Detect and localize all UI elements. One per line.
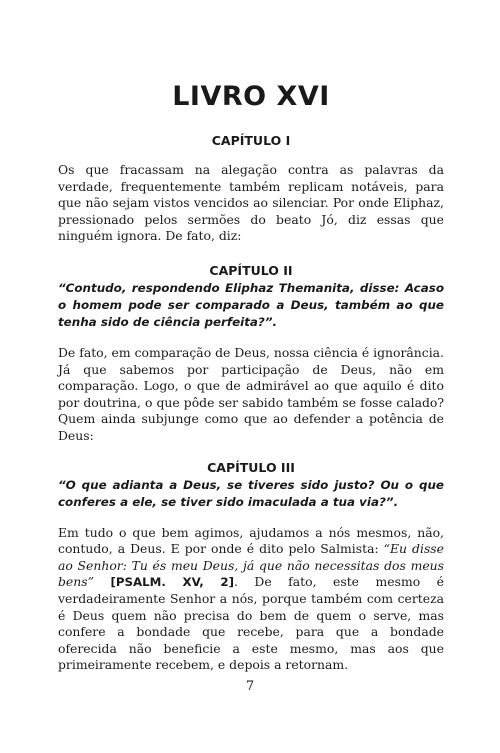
page-number: 7 [245, 679, 255, 694]
chapter-2-paragraph: De fato, em comparação de Deus, nossa ciência é ignorância. Já que sabemos por participação de Deus, não em comparação. Logo, o que de admirável ao que aquilo é dito por doutrina, o que pôde ser sabido também se fosse calado? Quem ainda subjunge como que ao defender a potência de Deus: [58, 344, 444, 443]
book-title: LIVRO XVI [172, 81, 330, 112]
chapter-3-paragraph-end: . De fato, este mesmo é verdadeiramente Senhor a nós, porque também com certeza é Deus quem não precisa do bem de quem o serve, mas confere a bondade que recebe, para que a bondade oferecida não beneficie a este mesmo, mas aos que primeiramente recebem, e depois a retornam. [58, 574, 444, 673]
chapter-2-heading: CAPÍTULO II [209, 262, 293, 278]
chapter-2-quote: “Contudo, respondendo Eliphaz Themanita, disse: Acaso o homem pode ser comparado a Deus, também ao que tenha sido de ciência perfeita?”. [58, 280, 444, 329]
chapter-3-heading: CAPÍTULO III [207, 459, 295, 475]
psalm-reference: [PSALM. XV, 2] [110, 575, 234, 590]
chapter-3-paragraph-start: Em tudo o que bem agimos, ajudamos a nós mesmos, não, contudo, a Deus. E por onde é dito pelo Salmista: [58, 524, 444, 557]
chapter-3-quote: “O que adianta a Deus, se tiveres sido justo? Ou o que conferes a ele, se tiver sido imaculada a tua via?”. [58, 477, 444, 509]
page-body [58, 80, 444, 674]
chapter-1-paragraph: Os que fracassam na alegação contra as palavras da verdade, frequentemente também replicam notáveis, para que não sejam vistos vencidos ao silenciar. Por onde Eliphaz, pressionado pelos sermões do beato Jó, diz essas que ninguém ignora. De fato, diz: [58, 162, 444, 244]
chapter-3-paragraph [58, 525, 444, 674]
chapter-1-heading: CAPÍTULO I [211, 133, 291, 148]
psalm-quote: “Eu disse ao Senhor: Tu és meu Deus, já que não necessitas dos meus bens” [58, 541, 444, 590]
